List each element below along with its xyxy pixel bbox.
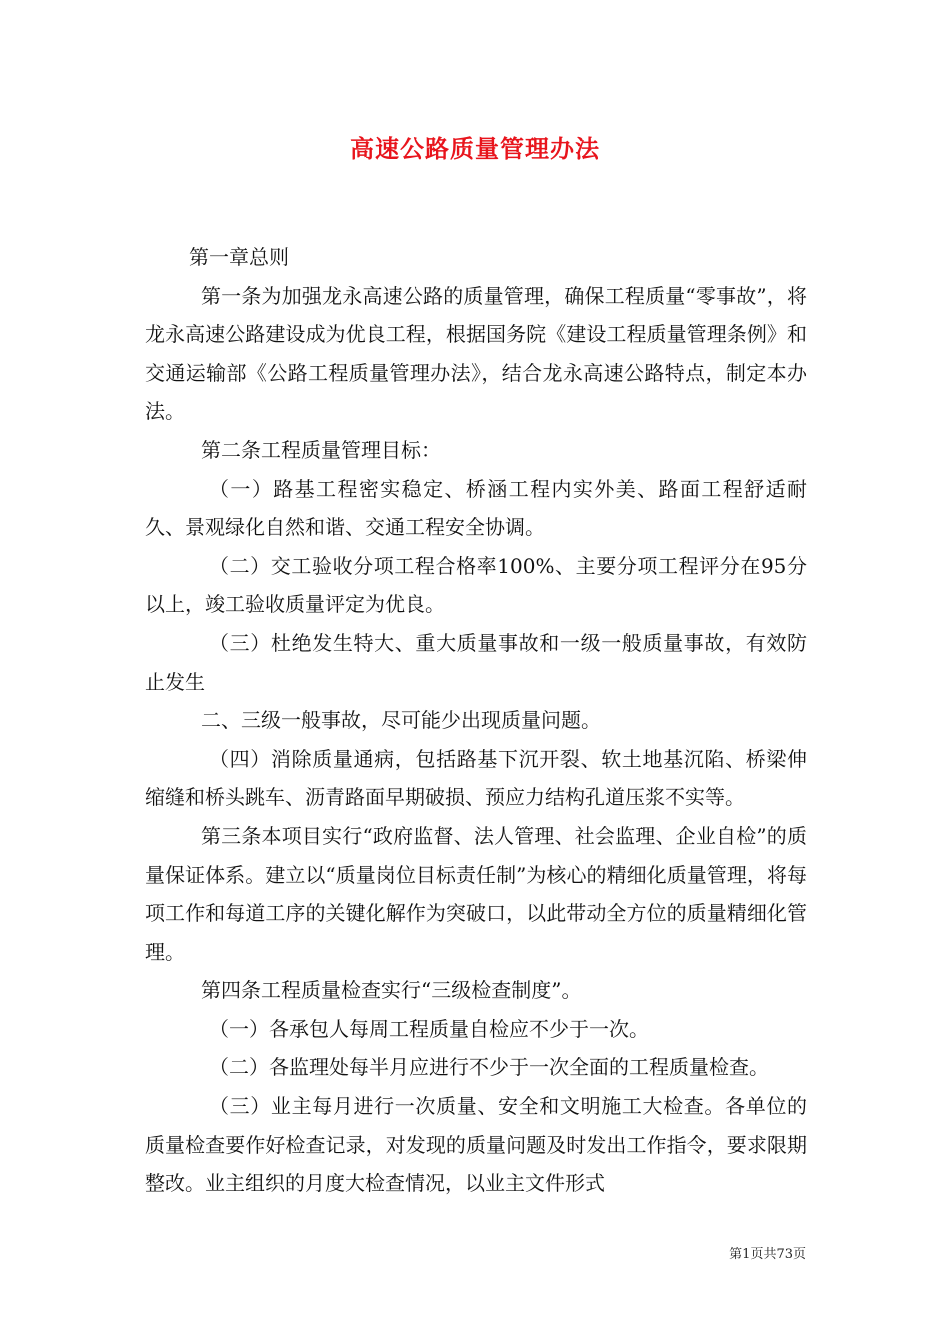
- paragraph: 第二条工程质量管理目标：: [201, 437, 441, 462]
- paragraph: 第一条为加强龙永高速公路的质量管理，确保工程质量“零事故”，将龙永高速公路建设成为优良工程，根据国务院《建设工程质量管理条例》和交通运输部《公路工程质量管理办法》，结合龙永高速公路特点，制定本办法。: [145, 283, 807, 424]
- paragraph: 二、三级一般事故，尽可能少出现质量问题。: [201, 708, 601, 733]
- paragraph: （三）杜绝发生特大、重大质量事故和一级一般质量事故，有效防止发生: [145, 630, 807, 694]
- paragraph: （四）消除质量通病，包括路基下沉开裂、软土地基沉陷、桥梁伸缩缝和桥头跳车、沥青路面早期破损、预应力结构孔道压浆不实等。: [145, 746, 807, 810]
- paragraph: （二）交工验收分项工程合格率100%、主要分项工程评分在95分以上，竣工验收质量评定为优良。: [145, 553, 807, 617]
- paragraph: 第四条工程质量检查实行“三级检查制度”。: [201, 978, 582, 1003]
- paragraph: （二）各监理处每半月应进行不少于一次全面的工程质量检查。: [209, 1055, 769, 1080]
- paragraph: 第一章总则: [189, 245, 289, 269]
- page-footer: 第1页共73页: [729, 1247, 806, 1262]
- paragraph: （一）路基工程密实稳定、桥涵工程内实外美、路面工程舒适耐久、景观绿化自然和谐、交通工程安全协调。: [145, 476, 807, 540]
- paragraph: （三）业主每月进行一次质量、安全和文明施工大检查。各单位的质量检查要作好检查记录，对发现的质量问题及时发出工作指令，要求限期整改。业主组织的月度大检查情况，以业主文件形式: [145, 1094, 807, 1196]
- paragraph: 第三条本项目实行“政府监督、法人管理、社会监理、企业自检”的质量保证体系。建立以“质量岗位目标责任制”为核心的精细化质量管理，将每项工作和每道工序的关键化解作为突破口，以此带动全方位的质量精细化管理。: [145, 823, 807, 964]
- document-body: [145, 238, 807, 1203]
- document-title: 高速公路质量管理办法: [350, 134, 600, 163]
- paragraph: （一）各承包人每周工程质量自检应不少于一次。: [209, 1016, 649, 1041]
